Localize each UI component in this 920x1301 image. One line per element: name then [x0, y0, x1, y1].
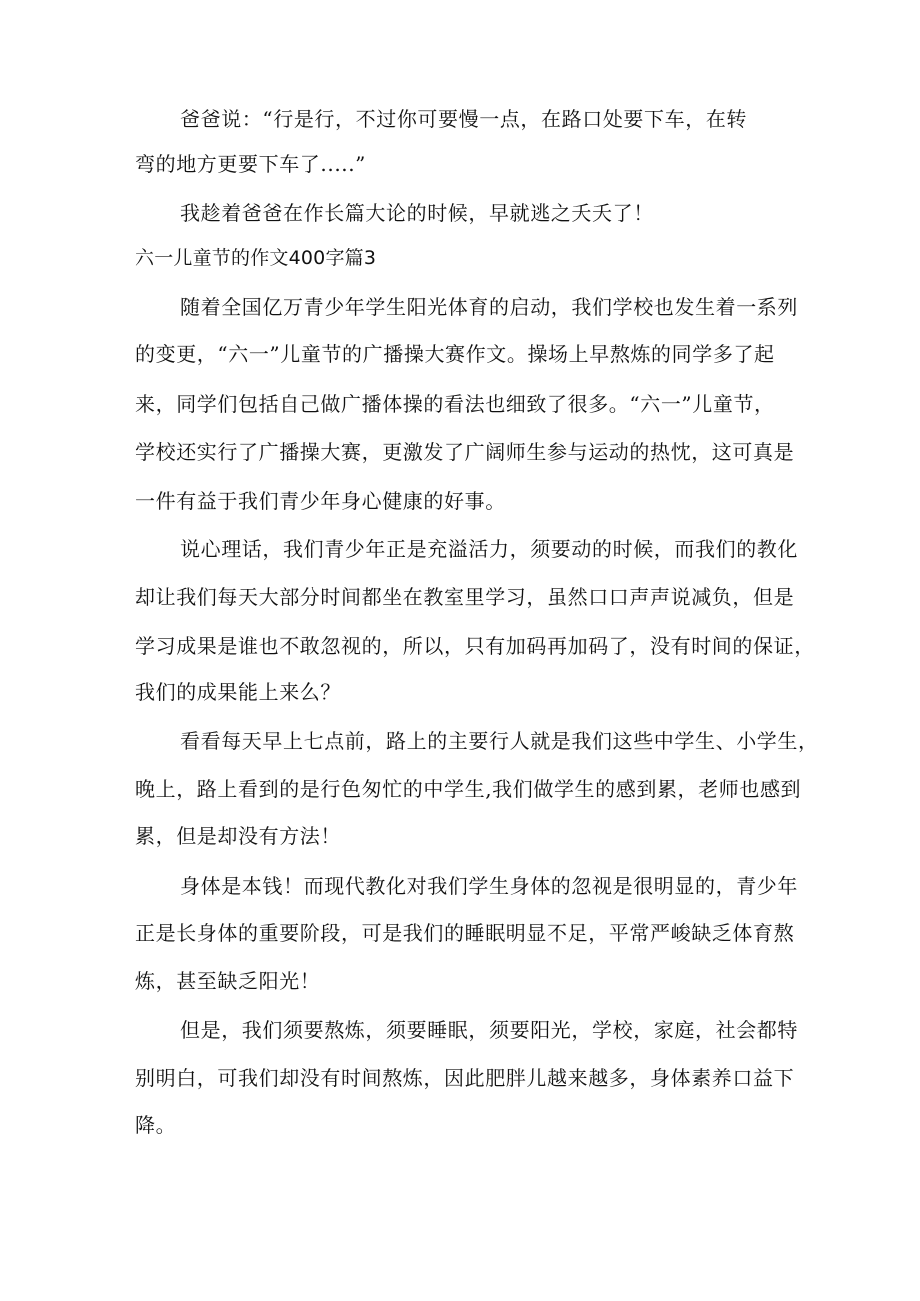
paragraph-morning-line-2: 晚上，路上看到的是行色匆忙的中学生,我们做学生的感到累，老师也感到 — [135, 777, 802, 801]
section-heading: 六一儿童节的作文400字篇3 — [135, 247, 377, 269]
paragraph-sunshine-line-5: 一件有益于我们青少年身心健康的好事。 — [135, 489, 506, 513]
paragraph-dad-said-line-1: 爸爸说：“行是行，不过你可要慢一点，在路口处要下车，在转 — [180, 107, 748, 131]
paragraph-honestly-line-2: 却让我们每天大部分时间都坐在教室里学习，虽然口口声声说减负，但是 — [135, 585, 795, 609]
paragraph-dad-said-line-2: 弯的地方更要下车了.....” — [135, 152, 367, 176]
paragraph-honestly-line-3: 学习成果是谁也不敢忽视的，所以，只有加码再加码了，没有时间的保证， — [135, 634, 815, 658]
paragraph-morning-line-3: 累，但是却没有方法！ — [135, 824, 341, 848]
paragraph-sunshine-line-3: 来，同学们包括自己做广播体操的看法也细致了很多。“六一”儿童节， — [135, 392, 775, 416]
paragraph-sunshine-line-2: 的变更，“六一”儿童节的广播操大赛作文。操场上早熬炼的同学多了起 — [135, 342, 775, 366]
paragraph-health-line-2: 正是长身体的重要阶段，可是我们的睡眠明显不足，平常严峻缺乏体育熬 — [135, 921, 795, 945]
paragraph-need-line-2: 别明白，可我们却没有时间熬炼，因此肥胖儿越来越多，身体素养口益下 — [135, 1066, 795, 1090]
paragraph-need-line-1: 但是，我们须要熬炼，须要睡眠，须要阳光，学校，家庭，社会都特 — [180, 1018, 798, 1042]
paragraph-sunshine-line-1: 随着全国亿万青少年学生阳光体育的启动，我们学校也发生着一系列 — [180, 295, 798, 319]
paragraph-honestly-line-1: 说心理话，我们青少年正是充溢活力，须要动的时候，而我们的教化 — [180, 537, 798, 561]
paragraph-health-line-1: 身体是本钱！而现代教化对我们学生身体的忽视是很明显的，青少年 — [180, 874, 798, 898]
paragraph-honestly-line-4: 我们的成果能上来么？ — [135, 680, 341, 704]
paragraph-sunshine-line-4: 学校还实行了广播操大赛，更激发了广阔师生参与运动的热忱，这可真是 — [135, 440, 795, 464]
paragraph-need-line-3: 降。 — [135, 1113, 177, 1137]
paragraph-escape: 我趁着爸爸在作长篇大论的时候，早就逃之夭夭了！ — [180, 201, 654, 225]
paragraph-morning-line-1: 看看每天早上七点前，路上的主要行人就是我们这些中学生、小学生， — [180, 729, 819, 753]
paragraph-health-line-3: 炼，甚至缺乏阳光！ — [135, 969, 321, 993]
